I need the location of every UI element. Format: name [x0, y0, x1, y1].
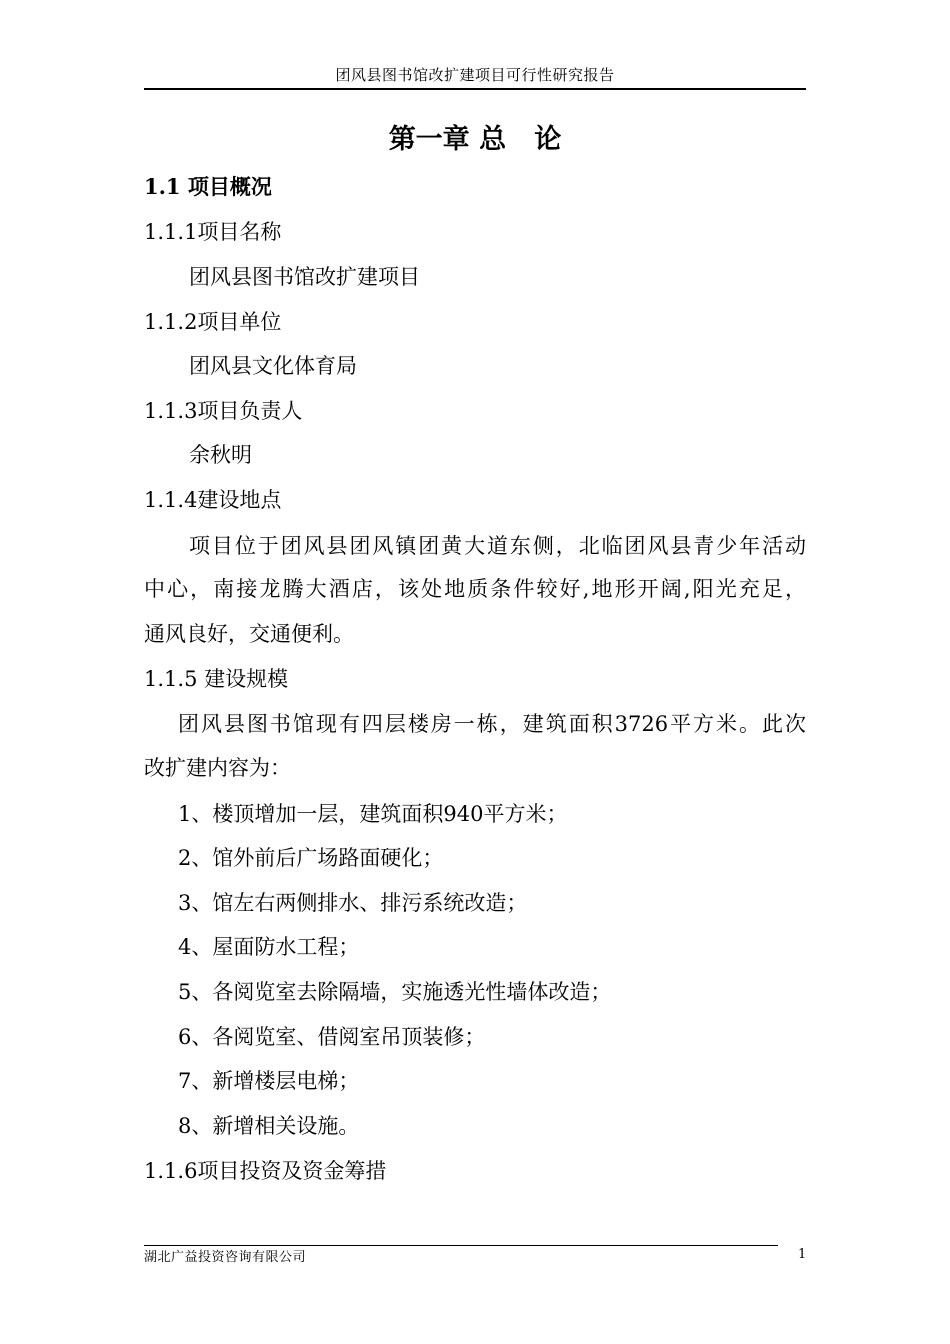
scale-intro-line: 改扩建内容为：: [144, 756, 291, 780]
header-rule: [144, 88, 806, 90]
footer-rule: [144, 1245, 778, 1246]
item-heading-1-1-6: 1.1.6项目投资及资金筹措: [144, 1159, 387, 1183]
item-heading-1-1-5: 1.1.5 建设规模: [144, 667, 289, 691]
item-body-1-1-1: 团风县图书馆改扩建项目: [189, 265, 420, 289]
scale-list-item: 4、屋面防水工程；: [178, 935, 360, 959]
footer-company: 湖北广益投资咨询有限公司: [144, 1250, 307, 1265]
scale-list-item: 1、楼顶增加一层，建筑面积940平方米；: [178, 802, 568, 826]
scale-list-item: 3、馆左右两侧排水、排污系统改造；: [178, 891, 528, 915]
location-paragraph-line: 通风良好，交通便利。: [144, 622, 354, 646]
location-paragraph-line: 中心，南接龙腾大酒店，该处地质条件较好,地形开阔,阳光充足，: [144, 577, 806, 601]
item-heading-1-1-4: 1.1.4建设地点: [144, 488, 282, 512]
item-body-1-1-2: 团风县文化体育局: [189, 354, 357, 378]
scale-list-item: 8、新增相关设施。: [178, 1114, 360, 1138]
item-heading-1-1-2: 1.1.2项目单位: [144, 310, 282, 334]
scale-list-item: 5、各阅览室去除隔墙，实施透光性墙体改造；: [178, 980, 612, 1004]
chapter-title: 第一章 总 论: [388, 124, 562, 155]
item-heading-1-1-3: 1.1.3项目负责人: [144, 399, 303, 423]
header-title: 团风县图书馆改扩建项目可行性研究报告: [335, 66, 615, 84]
scale-list-item: 6、各阅览室、借阅室吊顶装修；: [178, 1025, 486, 1049]
page-number: 1: [798, 1247, 807, 1262]
item-body-1-1-3: 余秋明: [189, 443, 252, 467]
scale-intro-line: 团风县图书馆现有四层楼房一栋，建筑面积3726平方米。此次: [178, 712, 806, 736]
section-heading-1-1: 1.1 项目概况: [144, 174, 272, 199]
location-paragraph-line: 项目位于团风县团风镇团黄大道东侧，北临团风县青少年活动: [189, 534, 806, 558]
scale-list-item: 2、馆外前后广场路面硬化；: [178, 846, 444, 870]
scale-list-item: 7、新增楼层电梯；: [178, 1069, 360, 1093]
item-heading-1-1-1: 1.1.1项目名称: [144, 220, 282, 244]
